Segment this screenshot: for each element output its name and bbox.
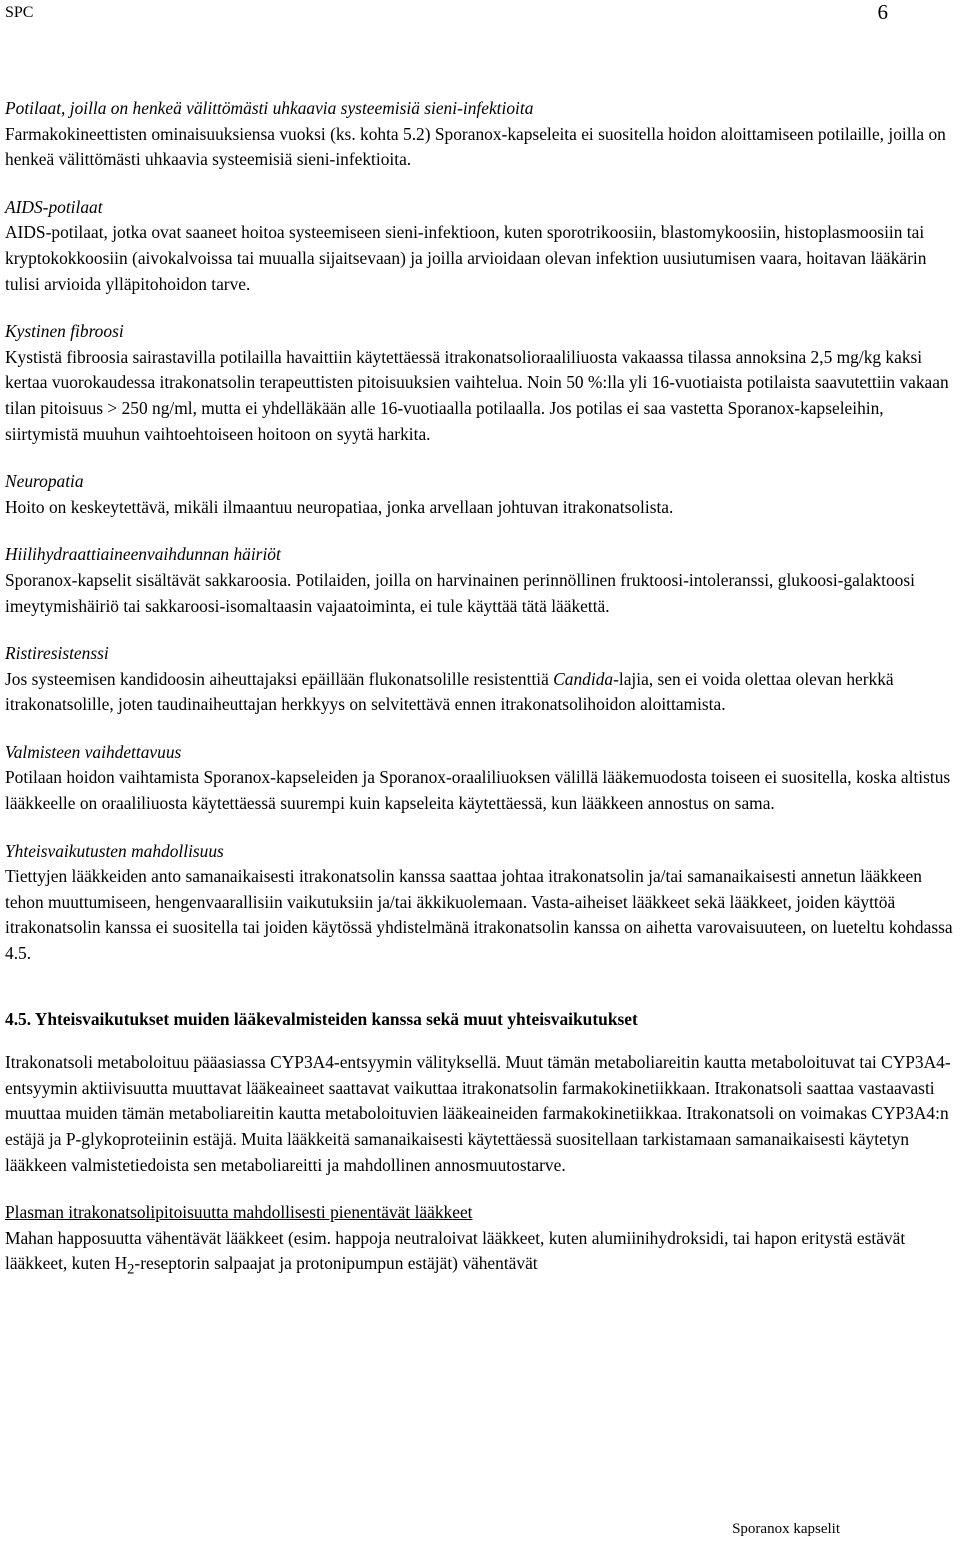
paragraph-aids-patients: AIDS-potilaat, jotka ovat saaneet hoitoa systeemiseen sieni-infektioon, kuten sporotrikoosiin, blastomykoosiin, histoplasmoosiin tai kryptokokkoosiin (aivokalvoissa tai muualla sijaitsevaan) ja joilla arvioidaan olevan infektion uusiutumisen vaara, hoitavan lääkärin tulisi arvioida ylläpitohoidon tarve. [5, 222, 927, 294]
cross-resistance-text-start: Jos systeemisen kandidoosin aiheuttajaksi epäillään flukonatsolille resistenttiä [5, 668, 554, 689]
paragraph-life-threatening-infections: Farmakokineettisten ominaisuuksiensa vuoksi (ks. kohta 5.2) Sporanox-kapseleita ei suositella hoidon aloittamiseen potilaille, joilla on henkeä välittömästi uhkaavia systeemisiä sieni-infektioita. [5, 123, 946, 170]
subheading-plasma-lowering-drugs: Plasman itrakonatsolipitoisuutta mahdollisesti pienentävät lääkkeet [5, 1202, 473, 1223]
candida-italic: Candida [553, 668, 614, 689]
footer-product-name: Sporanox kapselit [732, 1521, 840, 1537]
heading-interaction-potential: Yhteisvaikutusten mahdollisuus [5, 840, 224, 861]
paragraph-cystic-fibrosis: Kystistä fibroosia sairastavilla potilailla havaittiin käytettäessä itrakonatsolioraaliliuosta vakaassa tilassa annoksina 2,5 mg/kg kaksi kertaa vuorokaudessa itrakonatsolin terapeuttisten pitoisuuksien vaihtelua. Noin 50 %:lla yli 16-vuotiaista potilaista saavutettiin vakaan tilan pitoisuus > 250 ng/ml, mutta ei yhdelläkään alle 16-vuotiaalla potilaalla. Jos potilas ei saa vastetta Sporanox-kapseleihin, siirtymistä muuhun vaihtoehtoiseen hoitoon on syytä harkita. [5, 346, 949, 444]
heading-life-threatening-infections: Potilaat, joilla on henkeä välittömästi uhkaavia systeemisiä sieni-infektioita [5, 98, 534, 118]
paragraph-interaction-potential: Tiettyjen lääkkeiden anto samanaikaisesti itrakonatsolin kanssa saattaa johtaa itrakonatsolin ja/tai samanaikaisesti annetun lääkkeen tehon muuttumiseen, hengenvaarallisiin vaikutuksiin ja/tai äkkikuolemaan. Vasta-aiheiset lääkkeet sekä lääkkeet, joiden käyttöä itrakonatsolin kanssa ei suositella tai joiden käytössä yhdistelmänä itrakonatsolin kanssa on aihetta varovaisuuteen, on lueteltu kohdassa 4.5. [5, 866, 953, 964]
header-label: SPC [5, 4, 34, 21]
heading-neuropathy: Neuropatia [5, 471, 84, 492]
heading-interchangeability: Valmisteen vaihdettavuus [5, 741, 182, 762]
paragraph-neuropathy: Hoito on keskeytettävä, mikäli ilmaantuu neuropatiaa, jonka arvellaan johtuvan itrakonatsolista. [5, 496, 674, 517]
heading-cystic-fibrosis: Kystinen fibroosi [5, 321, 124, 342]
heading-aids-patients: AIDS-potilaat [5, 196, 103, 217]
page-number: 6 [877, 0, 888, 24]
paragraph-cross-resistance [5, 667, 955, 718]
plasma-text-start: Mahan happosuutta vähentävät lääkkeet (esim. happoja neutraloivat lääkkeet, kuten alumiinihydroksidi, tai hapon eritystä estävät lääkkeet, kuten H [5, 1227, 906, 1274]
paragraph-interchangeability: Potilaan hoidon vaihtamista Sporanox-kapseleiden ja Sporanox-oraaliliuoksen välillä lääkemuodosta toiseen ei suositella, koska altistus lääkkeelle on oraaliliuosta käytettäessä suurempi kuin kapseleita käytettäessä, kun lääkkeen annostus on sama. [5, 767, 951, 814]
heading-cross-resistance: Ristiresistenssi [5, 643, 109, 664]
paragraph-carbohydrate-metabolism: Sporanox-kapselit sisältävät sakkaroosia. Potilaiden, joilla on harvinainen perinnöllinen fruktoosi-intoleranssi, glukoosi-galaktoosi imeytymishäiriö tai sakkaroosi-isomaltaasin vajaatoiminta, ei tule käyttää tätä lääkettä. [5, 569, 915, 616]
heading-carbohydrate-metabolism: Hiilihydraattiaineenvaihdunnan häiriöt [5, 544, 281, 565]
document-body [5, 96, 955, 1283]
cross-resistance-text-end: -lajia, sen ei voida olettaa olevan herkkä itrakonatsolille, joten taudinaiheuttajan herkkyys on selvitettävä ennen itrakonatsolihoidon aloittamista. [5, 668, 894, 715]
plasma-text-end: -reseptorin salpaajat ja protonipumpun estäjät) vähentävät [134, 1253, 538, 1274]
paragraph-section-4-5: Itrakonatsoli metaboloituu pääasiassa CYP3A4-entsyymin välityksellä. Muut tämän metaboliareitin kautta metaboloituvat tai CYP3A4-entsyymin aktiivisuutta muuttavat lääkeaineet saattavat vaikuttaa itrakonatsolin farmakokinetiikkaan. Itrakonatsoli saattaa vastaavasti muuttaa muiden tämän metaboliareitin kautta metaboloituvien lääkeaineiden farmakokinetiikkaa. Itrakonatsoli on voimakas CYP3A4:n estäjä ja P-glykoproteiinin estäjä. Muita lääkkeitä samanaikaisesti käytettäessä suositellaan tarkistamaan samanaikaisesti käytetyn lääkkeen valmistetiedoista sen metaboliareitti ja mahdollinen annosmuutostarve. [5, 1052, 951, 1175]
paragraph-plasma-lowering-drugs [5, 1226, 955, 1284]
section-title-4-5: 4.5. Yhteisvaikutukset muiden lääkevalmisteiden kanssa sekä muut yhteisvaikutukset [5, 1008, 638, 1029]
h2-subscript: 2 [127, 1261, 135, 1278]
